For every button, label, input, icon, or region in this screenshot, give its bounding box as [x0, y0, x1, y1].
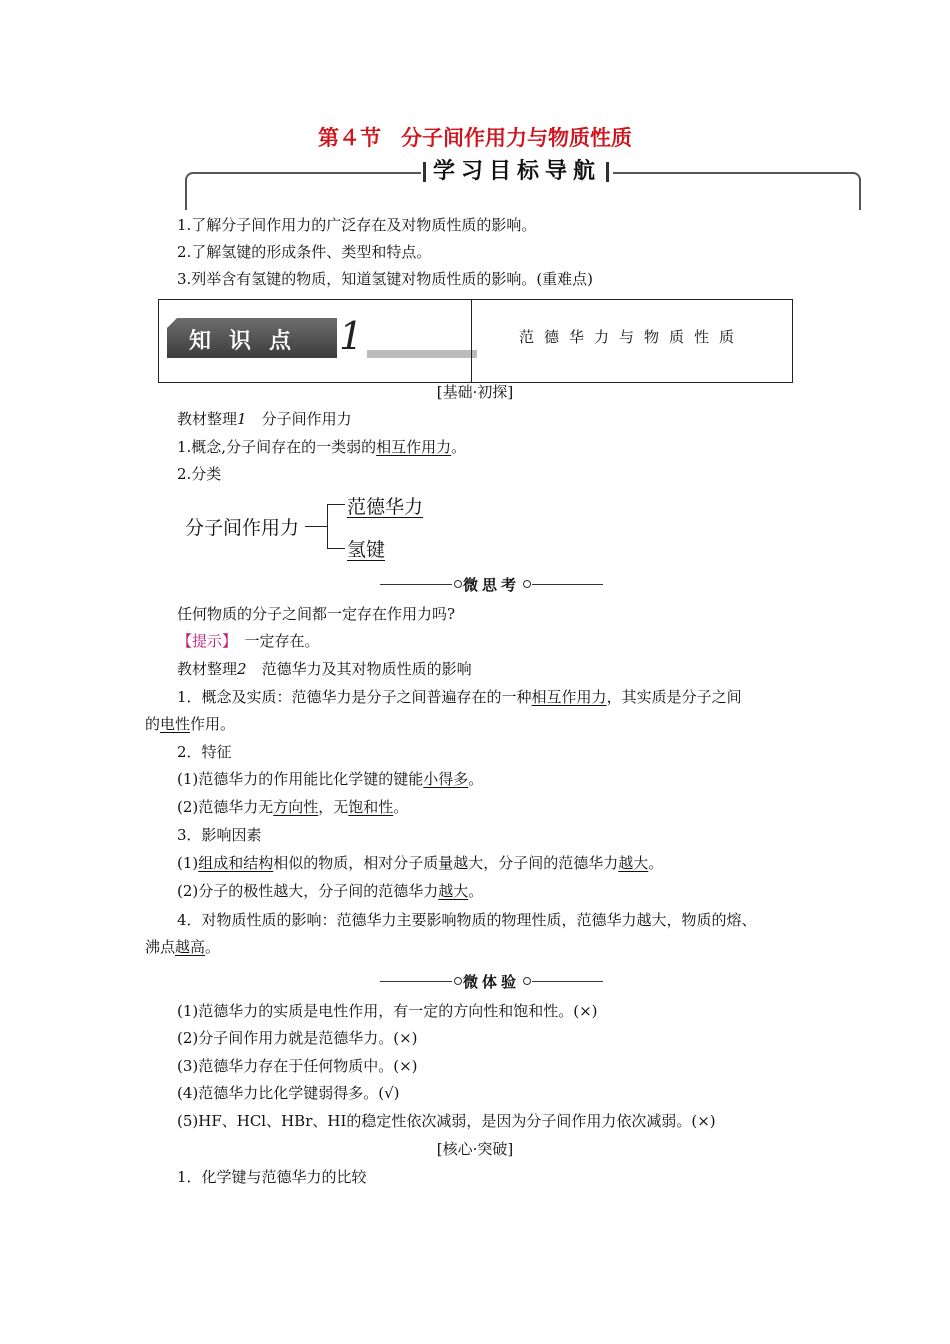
core-tag: [核心·突破] — [436, 1140, 514, 1158]
badge-shadow — [367, 350, 477, 358]
micro-experience-label: 微体验 — [462, 973, 520, 991]
p1b-end: 作用。 — [190, 715, 236, 733]
m2-p3b — [177, 881, 483, 901]
knowledge-point-box — [158, 299, 793, 383]
m2-p2a — [177, 769, 483, 789]
heading-number: 2 — [237, 660, 247, 678]
micro-think-label: 微思考 — [462, 576, 520, 594]
p2b-mid: ，无 — [318, 798, 349, 816]
p4b-answer: 越高 — [175, 938, 206, 956]
section-name: 分子间作用力与物质性质 — [401, 126, 632, 150]
hint-line — [177, 631, 320, 651]
p3a-answer-1: 组成和结构 — [198, 854, 274, 872]
p2b-answer-2: 饱和性 — [348, 798, 394, 816]
divider-dot-right — [523, 580, 531, 588]
p3a-answer-2: 越大 — [618, 854, 649, 872]
p3b-text: (2)分子的极性越大，分子间的范德华力 — [177, 882, 439, 900]
p3b-end: 。 — [468, 882, 484, 900]
objective-3: 3.列举含有氢键的物质，知道氢键对物质性质的影响。(重难点) — [177, 270, 594, 288]
p2a-text: (1)范德华力的作用能比化学键的键能 — [177, 770, 424, 788]
p1b-answer: 电性 — [160, 715, 191, 733]
heading-text: 分子间作用力 — [246, 410, 352, 428]
material-heading-2 — [177, 659, 472, 679]
m2-p4: 4．对物质性质的影响：范德华力主要影响物质的物理性质，范德华力越大，物质的熔、 — [177, 911, 757, 929]
concept-end: 。 — [451, 438, 467, 456]
tree-root: 分子间作用力 — [185, 517, 300, 539]
divider-rule-right — [532, 584, 603, 585]
objective-1: 1.了解分子间作用力的广泛存在及对物质性质的影响。 — [177, 216, 537, 234]
question-line: 任何物质的分子之间都一定存在作用力吗? — [177, 605, 456, 623]
knowledge-topic: 范德华力与物质性质 — [518, 328, 744, 346]
p2a-end: 。 — [468, 770, 484, 788]
hint-text: 一定存在。 — [229, 632, 320, 650]
judgment-3: (3)范德华力存在于任何物质中。(×) — [177, 1057, 418, 1075]
m2-p4b — [145, 937, 220, 957]
learning-objectives-header — [185, 156, 861, 208]
p1-text-end: ，其实质是分子之间 — [606, 688, 742, 706]
classify-line: 2.分类 — [177, 465, 222, 483]
p3a-mid: 相似的物质，相对分子质量越大，分子间的范德华力 — [273, 854, 619, 872]
p3b-answer: 越大 — [438, 882, 469, 900]
p2b-answer-1: 方向性 — [273, 798, 319, 816]
concept-line — [177, 437, 466, 457]
hint-label: 【提示】 — [177, 632, 230, 650]
knowledge-tab-label: 知识点 — [189, 329, 310, 354]
objective-2: 2.了解氢键的形成条件、类型和特点。 — [177, 243, 432, 261]
heading-text: 范德华力及其对物质性质的影响 — [246, 660, 472, 678]
m2-p2b — [177, 797, 408, 817]
p2b-end: 。 — [393, 798, 409, 816]
p2a-answer: 小得多 — [423, 770, 469, 788]
p4b-text: 沸点 — [145, 938, 176, 956]
tree-stem — [305, 526, 327, 527]
p3a-prefix: (1) — [177, 854, 199, 872]
m2-p3a — [177, 853, 663, 873]
divider-dot-right — [523, 977, 531, 985]
micro-think-divider — [380, 574, 603, 594]
tree-bracket — [327, 504, 328, 548]
concept-answer: 相互作用力 — [376, 438, 452, 456]
knowledge-number: 1 — [339, 314, 364, 358]
p2b-text: (2)范德华力无 — [177, 798, 274, 816]
header-label: 学习目标导航 — [421, 156, 613, 188]
m2-p2: 2．特征 — [177, 743, 232, 761]
tree-branch-1 — [327, 504, 345, 505]
concept-text: 1.概念,分子间存在的一类弱的 — [177, 438, 377, 456]
judgment-1: (1)范德华力的实质是电性作用，有一定的方向性和饱和性。(×) — [177, 1002, 598, 1020]
heading-number: 1 — [237, 410, 247, 428]
m2-p1 — [177, 687, 742, 707]
heading-prefix: 教材整理 — [177, 410, 238, 428]
knowledge-badge — [167, 314, 467, 364]
classification-tree — [185, 488, 445, 563]
divider-rule-right — [532, 981, 603, 982]
tree-leaf-hbond: 氢键 — [347, 539, 386, 561]
heading-prefix: 教材整理 — [177, 660, 238, 678]
m2-p1b — [145, 714, 235, 734]
tree-leaf-vdw: 范德华力 — [347, 496, 424, 518]
section-number: 第４节 — [318, 126, 381, 150]
tree-branch-2 — [327, 548, 345, 549]
m2-p3: 3．影响因素 — [177, 826, 262, 844]
p1b-text: 的 — [145, 715, 161, 733]
core-item-1: 1．化学键与范德华力的比较 — [177, 1168, 367, 1186]
material-heading-1 — [177, 409, 352, 429]
judgment-2: (2)分子间作用力就是范德华力。(×) — [177, 1029, 418, 1047]
judgment-4: (4)范德华力比化学键弱得多。(√) — [177, 1084, 400, 1102]
p1-answer: 相互作用力 — [531, 688, 607, 706]
p4b-end: 。 — [205, 938, 221, 956]
page-title — [0, 122, 950, 152]
p3a-end: 。 — [648, 854, 664, 872]
judgment-5: (5)HF、HCl、HBr、HI的稳定性依次减弱，是因为分子间作用力依次减弱。(×) — [177, 1112, 716, 1130]
micro-experience-divider — [380, 971, 603, 991]
p1-text: 1．概念及实质：范德华力是分子之间普遍存在的一种 — [177, 688, 532, 706]
basic-tag: [基础·初探] — [436, 383, 514, 401]
